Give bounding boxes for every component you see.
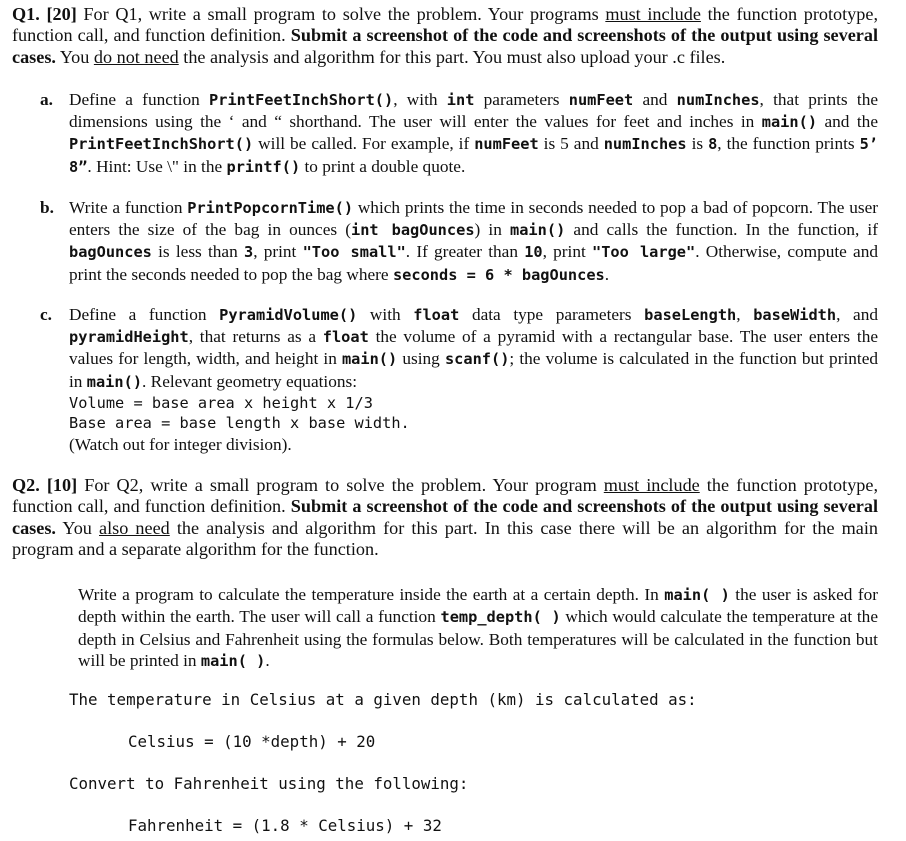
celsius-intro-line: The temperature in Celsius at a given depth (km) is calculated as: [69, 690, 697, 709]
fahrenheit-intro-line: Convert to Fahrenheit using the following: [69, 774, 469, 793]
q2-problem-text: Write a program to calculate the temperature inside the earth at a certain depth. In main( ) the user is asked for depth within the earth. The user will call a function temp_depth( ) which would calculate the temperature at the depth in Celsius and Fahrenheit using the formulas below. Both temperatures will be calculated in the function but will be printed in main( ). [78, 585, 878, 671]
q1-must-include: must include [605, 4, 701, 24]
q1-text: the analysis and algorithm for this part. You must also upload your .c files. [178, 46, 726, 67]
item-body: Define a function PrintFeetInchShort(), with int parameters numFeet and numInches, that prints the dimensions using the ‘ and “ shorthand. The user will enter the values for feet and inches in main() and the PrintFeetInchShort() will be called. For example, if numFeet is 5 and numInches is 8, the function prints 5’ 8”. Hint: Use \" in the printf() to print a double quote. [69, 90, 879, 176]
q2-text: You [55, 517, 99, 538]
q2-heading: Q2. [10] [12, 475, 78, 495]
celsius-formula: Celsius = (10 *depth) + 20 [128, 732, 376, 751]
item-label: a. [40, 90, 53, 109]
q2-text: For Q2, write a small program to solve the problem. Your program [77, 475, 604, 495]
item-body: Write a function PrintPopcornTime() which prints the time in seconds needed to pop a bad of popcorn. The user enters the size of the bag in ounces (int bagOunces) in main() and calls the function. In the function, if bagOunces is less than 3, print "Too small". If greater than 10, print "Too large". Otherwise, compute and print the seconds needed to pop the bag where seconds = 6 * bagOunces. [69, 198, 878, 284]
q2-also-need: also need [99, 517, 170, 538]
q1-item-a [40, 89, 878, 178]
q1-text: the function prototype, function call, and function definition. [12, 4, 878, 46]
integer-division-note: (Watch out for integer division). [69, 434, 292, 454]
base-area-equation: Base area = base length x base width. [69, 414, 410, 433]
q1-do-not-need: do not need [93, 46, 179, 67]
q1-text: You [55, 46, 94, 67]
q1-paragraph [12, 4, 878, 68]
volume-equation: Volume = base area x height x 1/3 [69, 393, 373, 412]
q2-must-include: must include [603, 475, 700, 495]
q1-item-b [40, 197, 878, 286]
q1-heading: Q1. [20] [12, 4, 77, 24]
item-label: c. [40, 305, 52, 324]
item-label: b. [40, 198, 54, 217]
q1-item-c [40, 304, 878, 455]
q1-text: For Q1, write a small program to solve the problem. Your programs [76, 4, 606, 24]
q2-text: the analysis and algorithm for this part. In this case there will be an algorithm for the main program and a separate algorithm for the function. [12, 517, 878, 559]
q2-text: the function prototype, function call, and function definition. [12, 475, 878, 517]
q2-submit-instruction: Submit a screenshot of the code and screenshots of the output using several cases. [12, 496, 879, 538]
fahrenheit-formula: Fahrenheit = (1.8 * Celsius) + 32 [128, 816, 442, 835]
q2-paragraph [12, 475, 878, 560]
item-body: Define a function PyramidVolume() with float data type parameters baseLength, baseWidth, and pyramidHeight, that returns as a float the volume of a pyramid with a rectangular base. The user enters the values for length, width, and height in main() using scanf(); the volume is calculated in the function but printed in main(). Relevant geometry equations: Volume = base area x height x 1/3 Base area = base length x base width. (Watch out for integer division). [69, 305, 879, 454]
q1-submit-instruction: Submit a screenshot of the code and screenshots of the output using several cases. [12, 25, 879, 67]
